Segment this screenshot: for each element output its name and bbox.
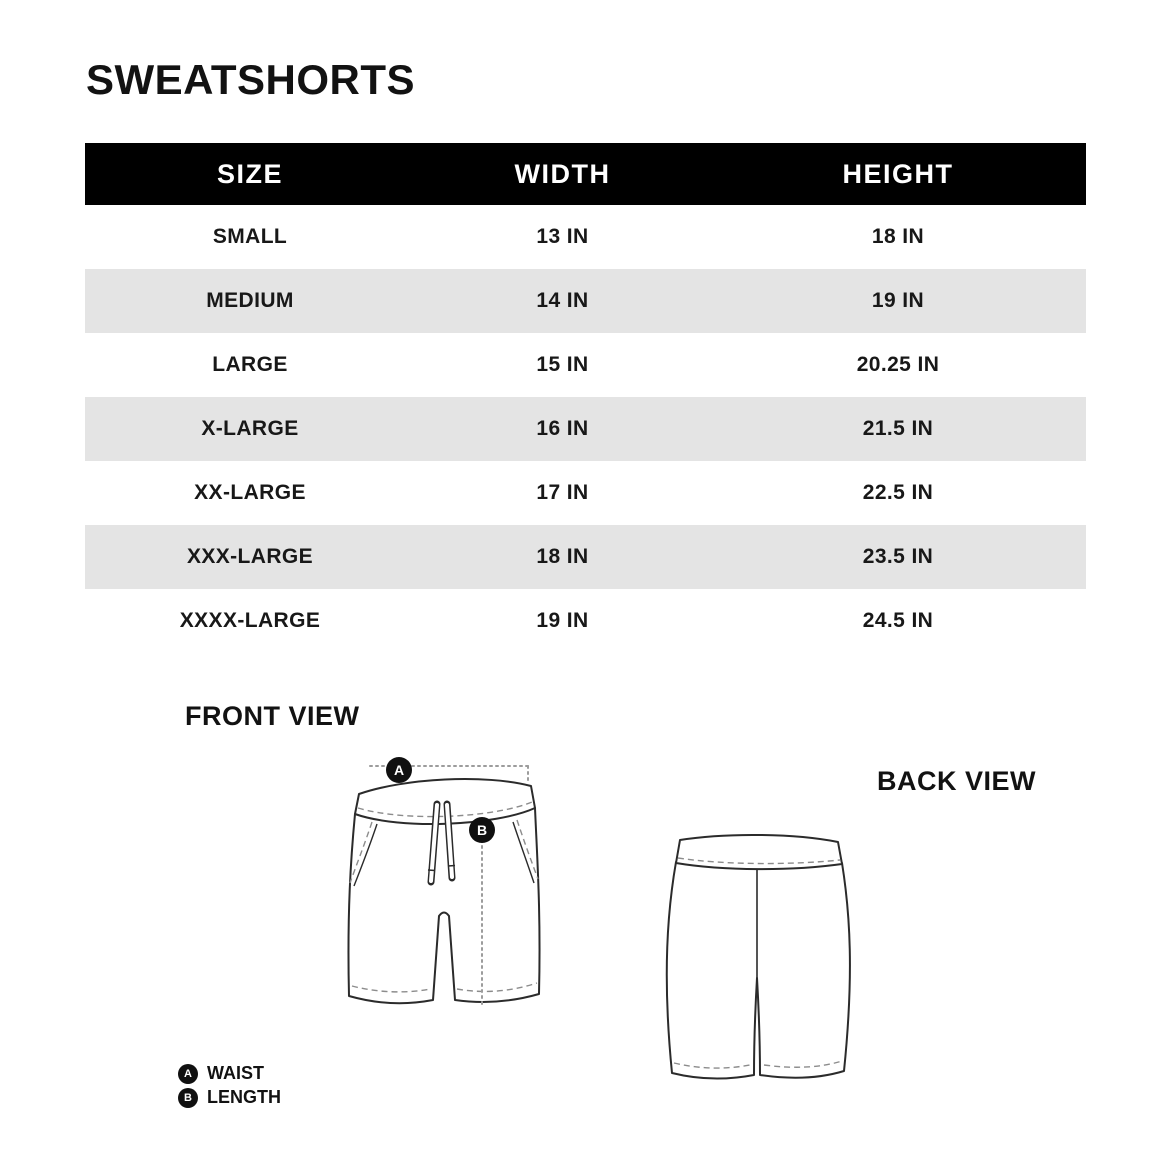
- back-view-label: BACK VIEW: [877, 766, 1036, 796]
- cell-size: SMALL: [212, 225, 288, 248]
- cell-size: MEDIUM: [206, 289, 294, 312]
- waist-marker-letter: A: [393, 762, 405, 778]
- cell-height: 20.25 IN: [856, 353, 940, 376]
- table-row: [85, 269, 1086, 333]
- legend-a-label: WAIST: [207, 1063, 264, 1083]
- length-marker-letter: B: [476, 822, 488, 838]
- cell-height: 22.5 IN: [862, 481, 934, 504]
- cell-height: 24.5 IN: [862, 609, 934, 632]
- right-drawstring-tip: [448, 866, 455, 867]
- cell-width: 17 IN: [536, 481, 589, 504]
- size-table: [85, 143, 1086, 653]
- left-drawstring-tip: [428, 870, 435, 871]
- cell-size: XX-LARGE: [194, 481, 306, 504]
- column-header-size: SIZE: [216, 158, 283, 189]
- cell-width: 14 IN: [536, 289, 589, 312]
- legend-b-label: LENGTH: [207, 1087, 281, 1107]
- cell-height: 21.5 IN: [862, 417, 934, 440]
- cell-width: 13 IN: [536, 225, 589, 248]
- back-shorts-body: [667, 862, 850, 1079]
- cell-size: XXX-LARGE: [186, 545, 314, 568]
- cell-width: 15 IN: [536, 353, 589, 376]
- table-row: [85, 333, 1086, 397]
- legend-item-waist: [178, 1063, 281, 1084]
- front-view-drawing: [345, 756, 545, 1018]
- cell-width: 19 IN: [536, 609, 589, 632]
- cell-size: XXXX-LARGE: [179, 609, 321, 632]
- cell-size: LARGE: [212, 353, 288, 376]
- column-header-width: WIDTH: [514, 158, 611, 189]
- cell-width: 18 IN: [536, 545, 589, 568]
- size-table-header: [85, 143, 1086, 205]
- front-view-label: FRONT VIEW: [185, 701, 360, 731]
- cell-width: 16 IN: [536, 417, 589, 440]
- cell-height: 19 IN: [871, 289, 925, 312]
- front-shorts-body: [348, 808, 539, 1003]
- cell-height: 18 IN: [871, 225, 925, 248]
- table-row: [85, 525, 1086, 589]
- legend-item-length: [178, 1087, 281, 1108]
- legend-b-icon: B: [178, 1088, 198, 1108]
- table-row: [85, 205, 1086, 269]
- table-row: [85, 589, 1086, 653]
- table-row: [85, 397, 1086, 461]
- cell-size: X-LARGE: [201, 417, 299, 440]
- measurement-legend: [178, 1063, 281, 1108]
- back-view-drawing: [660, 833, 855, 1080]
- table-row: [85, 461, 1086, 525]
- legend-a-icon: A: [178, 1064, 198, 1084]
- column-header-height: HEIGHT: [842, 158, 954, 189]
- cell-height: 23.5 IN: [862, 545, 934, 568]
- page-title: SWEATSHORTS: [86, 56, 416, 103]
